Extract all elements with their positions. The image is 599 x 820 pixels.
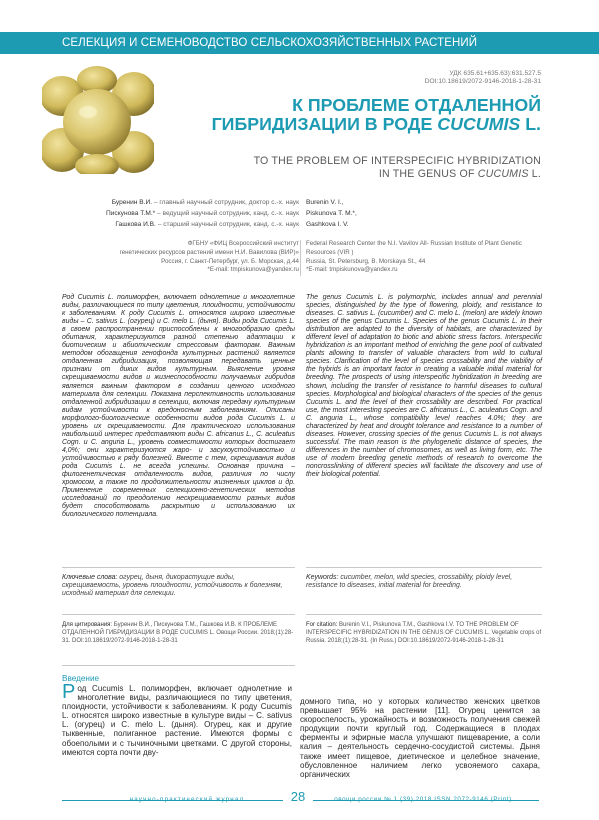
divider — [62, 567, 295, 568]
authors-en — [306, 198, 506, 230]
article-title-en — [201, 155, 541, 180]
title-ru-suffix: L. — [520, 114, 541, 134]
author-en: Gashkova I. V. — [306, 220, 349, 228]
keywords-ru — [62, 574, 295, 598]
title-en-genus: CUCUMIS — [477, 167, 529, 180]
citation-text: Burenin V.I., Piskunova T.M., Gashkova I.V. TO THE PROBLEM OF INTERSPECIFIC HYBRIDIZATION IN THE GENUS OF CUCUMIS L. Vegetable crops of Russia. 2018;(1):28-31. (In Russ.) DOI:10.18619/2072-9146-2018-1-28-31 — [306, 622, 542, 644]
citation-ru — [62, 621, 295, 645]
author-name: Буренин В.И. — [111, 199, 153, 206]
footer-journal-info: овощи россии № 1 (39) 2018 ISSN 2072-9146 (Print) — [334, 796, 512, 803]
affiliation-en — [306, 240, 536, 275]
title-en-prefix: IN THE GENUS OF — [378, 167, 478, 180]
keywords-en — [306, 574, 542, 590]
affiliation-line: ФГБНУ «ФИЦ Всероссийский институт — [187, 240, 299, 247]
citation-text: Буренин В.И., Пискунова Т.М., Гашкова И.В. К ПРОБЛЕМЕ ОТДАЛЕННОЙ ГИБРИДИЗАЦИИ В РОДЕ CUCUMIS L. Овощи России. 2018;(1):28-31. DOI:10.18619/2072-9146-2018-1-28-31 — [62, 622, 294, 644]
body-column-right: домного типа, но у которых количество женских цветков превышает 95% на растении [11]. Огурец ценится за скороспелость, урожайность и возможность получения свежей продукции почти круглый год. Содержащиеся в плодах ферменты и эфирные масла улучшают пищеварение, а соли калия – деятельность сердечно-сосудистой системы. Дыня также имеет пищевое, диетическое и целебное значение, обусловленное наличием легко усвояемого сахара, органических — [300, 697, 540, 779]
author-role: – старший научный сотрудник, канд. с.-х. наук — [155, 220, 299, 228]
affiliation-line: Russia, St. Petersburg, B. Morskaya St., 44 — [306, 257, 426, 265]
footer-journal-type: научно-практический журнал — [129, 796, 245, 803]
author-role: – ведущий научный сотрудник, канд. с.-х. наук — [155, 209, 299, 217]
affiliation-ru — [69, 240, 299, 275]
title-ru-genus: CUCUMIS — [437, 114, 521, 134]
author-name: Гашкова И.В. — [115, 220, 156, 228]
article-title-ru — [211, 96, 541, 134]
affiliation-line: Россия, г. Санкт-Петербург, ул. Б. Морская, д.44 — [161, 257, 299, 265]
journal-section-header: СЕЛЕКЦИЯ И СЕМЕНОВОДСТВО СЕЛЬСКОХОЗЯЙСТВЕННЫХ РАСТЕНИЙ — [0, 32, 599, 54]
abstract-en: The genus Cucumis L. is polymorphic, includes annual and perennial species, distinguished by the type of flowering, ploidy, and resistance to diseases. C. sativus L. (cucumber) and C. melo L. (melon) are widely known species of the genus Cucumis L. Species of the genus Cucumis L. in their distribution are adapted to the diversity of habitats, are characterized by different level of adaptation to biotic and abiotic stress factors. Interspecific hybridization is an important method of enriching the gene pool of cultivated plants allowing to transfer of valuable characters from wild to cultural species. Clarification of the level of species crossability and the viability of the hybrids is an important factor in creating a valuable initial material for breeding. The prospects of using interspecific hybridization in breeding are shown, including the transfer of resistance to harmful diseases to cultural species. Morphological and biological characters of the species of the genus Cucumis L. and the level of their crossability are described. For practical use, the most interesting species are C. africanus L., C. aculeatus Cogn. and C. anguria L., whose compatibility level reaches 4.0%; they are characterized by heat and drought tolerance and resistance to a number of diseases. However, crossing species of the genus Cucumis L. is not always successful. The main reason is the phylogenetic distance of species, the differences in the number of chromosomes, as well as living form, etc. The use of modern breeding genetic methods of research to overcome the noncrosslinking of different species will facilitate the discovery and use of their biological potential. — [306, 294, 543, 479]
keywords-label: Ключевые слова: — [62, 574, 118, 581]
title-en-line-2 — [201, 168, 541, 181]
authors-ru — [59, 198, 299, 230]
title-ru-line-1: К ПРОБЛЕМЕ ОТДАЛЕННОЙ — [292, 95, 541, 115]
divider — [306, 614, 542, 615]
author-en: Burenin V. I., — [306, 199, 344, 206]
udk-code: УДК 635.61+635.63):631.527.5 — [449, 70, 541, 77]
author-name: Пискунова Т.М.* — [105, 209, 156, 217]
title-ru-line-2 — [211, 115, 541, 134]
affiliation-email: *E-mail: tmpiskunova@yandex.ru — [306, 266, 398, 274]
divider — [62, 614, 295, 615]
keywords-label: Keywords: — [306, 574, 339, 581]
author-ru — [59, 209, 299, 220]
melon-photo — [42, 66, 154, 174]
affiliation-line: Federal Research Center the N.I. Vavilov All- Russian Institute of Plant Genetic — [306, 240, 522, 247]
citation-label: Для цитирования: — [62, 622, 113, 628]
keywords-text: огурец, дыня, дикорастущие виды, скрещиваемость, уровень плоидности, устойчивость к болезням, исходный материал для селекции. — [62, 574, 283, 598]
keywords-text: cucumber, melon, wild species, crossability, ploidy level, resistance to diseases, initial material for breeding. — [306, 574, 513, 590]
affiliation-line: генетических ресурсов растений имени Н.И. Вавилова (ВИР)» — [119, 248, 299, 256]
doi-code: DOI:10.18619/2072-9146-2018-1-28-31 — [424, 78, 541, 85]
dropcap: Р — [62, 681, 76, 703]
citation-en — [306, 621, 542, 645]
title-en-suffix: L. — [528, 167, 541, 180]
title-ru-prefix: ГИБРИДИЗАЦИИ В РОДЕ — [211, 114, 438, 134]
title-en-line-1: TO THE PROBLEM OF INTERSPECIFIC HYBRIDIZATION — [253, 155, 541, 167]
abstract-ru: Род Cucumis L. полиморфен, включает однолетние и многолетние виды, различающиеся по типу цветения, плоидности, устойчивости к заболеваниям. К роду Cucumis L. относятся широко известные виды – C. sativus L. (огурец) и C. melo L. (дыня). Виды рода Cucumis L. в своем распространении приспособлены к многообразию среды обитания, характеризуются разной степенью адаптации к биотическим и абиотическим стрессовым факторам. Важным методом обогащения генофонда культурных растений является отдаленная гибридизация, позволяющая передавать ценные признаки от диких видов культурным. Выяснение уровня скрещиваемости видов и жизнеспособности получаемых гибридов является важным фактором в создании ценного исходного материала для селекции. Показана перспективность использования отдаленной гибридизации в селекции, включая передачу культурным видам устойчивости к вредоносным заболеваниям. Описаны морфолого-биологические особенности видов рода Cucumis L. и уровень их скрещиваемости. Для практического использования наибольший интерес представляют виды C. africanus L., C. aculeatus Cogn. и C. anguria L., уровень совместимости которых достигает 4,0%; они характеризуются жаро- и засухоустойчивостью и устойчивостью к ряду болезней. Вместе с тем, скрещивания видов рода Cucumis L. не всегда успешны. Основная причина – филогенетическая отдаленность видов, различия по числу хромосом, а также по продолжительности жизненных циклов и др. Применение современных селекционно-генетических методов исследований по преодолению нескрещиваемости разных видов будет способствовать раскрытию и использованию их биологического потенциала. — [62, 294, 295, 519]
author-role: – главный научный сотрудник, доктор с.-х. наук — [152, 199, 299, 206]
affiliation-divider — [300, 240, 301, 276]
section-title-introduction: Введение — [62, 674, 100, 683]
author-ru — [59, 198, 299, 209]
affiliation-line: Resources (VIR ) — [306, 248, 354, 256]
divider — [62, 665, 295, 666]
author-ru — [59, 220, 299, 231]
page-number: 28 — [283, 788, 313, 806]
article-meta — [425, 70, 541, 86]
body-column-left — [62, 681, 292, 757]
affiliation-email: *E-mail: tmpiskunova@yandex.ru — [207, 266, 299, 274]
divider — [306, 567, 542, 568]
citation-label: For citation: — [306, 622, 338, 628]
body-left-text: од Cucumis L. полиморфен, включает однолетние и многолетние виды, различающиеся по типу цветения, плоидности, устойчивости к заболеваниям. К роду Cucumis L. относятся широко известные в культуре виды – C. sativus L. (огурец) и C. melo L. (дыня). Огурец, как и другие тыквенные, полиганное растение. Имеются формы с обоеполыми и с тычиночными цветками. С другой стороны, имеются сорта почти дву- — [62, 684, 292, 757]
author-en: Piskunova T. M.*, — [306, 209, 357, 217]
